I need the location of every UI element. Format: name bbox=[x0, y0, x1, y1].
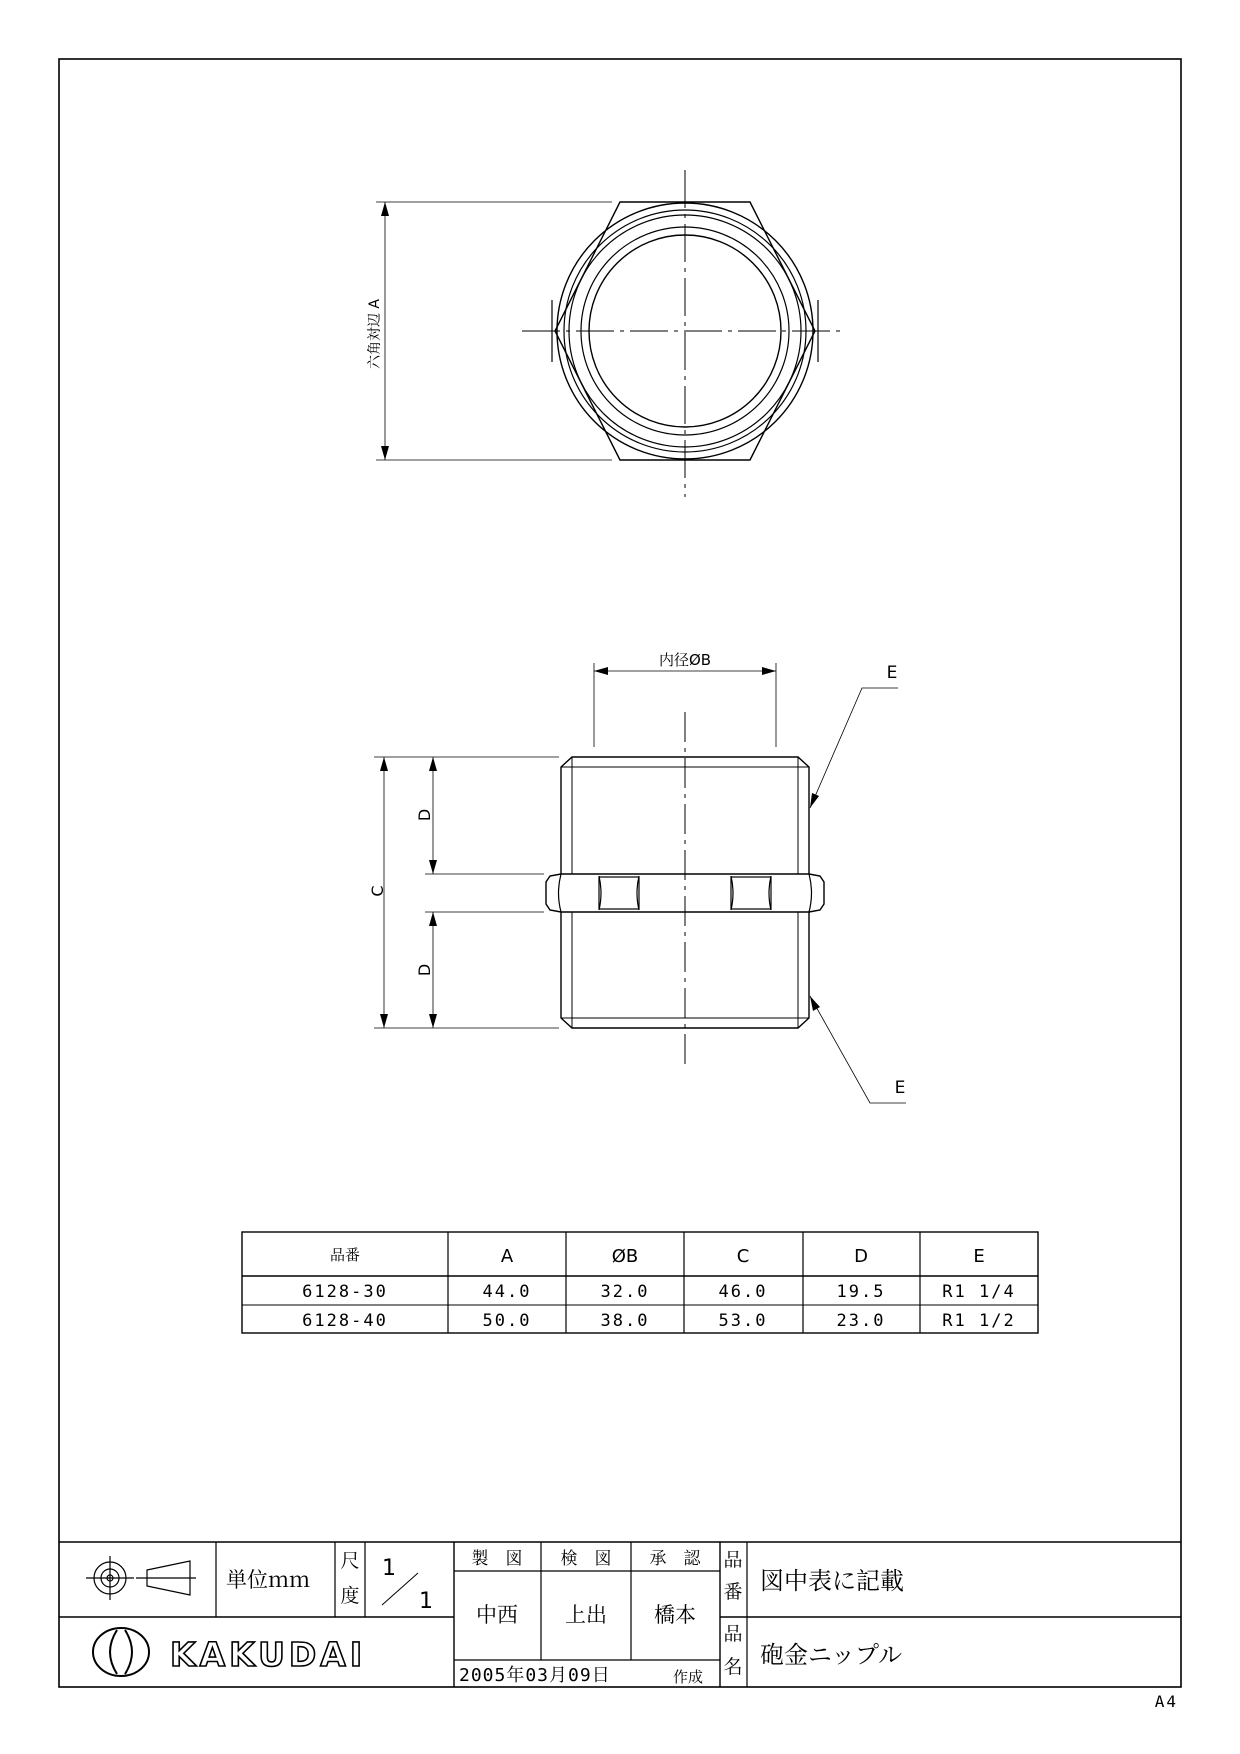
scale-denominator: 1 bbox=[419, 1589, 433, 1614]
table-cell: 23.0 bbox=[836, 1311, 886, 1331]
name-label-bottom: 名 bbox=[723, 1656, 743, 1678]
dim-d-upper-label: D bbox=[415, 808, 434, 822]
hex-dim-label: 六角対辺 A bbox=[367, 298, 383, 370]
table-cell: R1 1/4 bbox=[942, 1282, 1016, 1302]
part-no-label-bottom: 番 bbox=[723, 1581, 743, 1603]
table-cell: R1 1/2 bbox=[942, 1311, 1016, 1331]
scale-label-bottom: 度 bbox=[340, 1585, 360, 1607]
unit-label: 単位ｍｍ bbox=[226, 1568, 310, 1592]
name-label-top: 品 bbox=[723, 1623, 743, 1645]
approved-label: 承 認 bbox=[649, 1549, 701, 1569]
sheet-border bbox=[59, 59, 1181, 1687]
creation-date: 2005年03月09日 bbox=[459, 1665, 611, 1686]
approved-by: 橋本 bbox=[654, 1603, 696, 1627]
dim-c-label: C bbox=[368, 885, 387, 897]
thread-e-upper-label: E bbox=[886, 663, 898, 683]
kakudai-logo-icon bbox=[93, 1628, 149, 1676]
drawn-label: 製 図 bbox=[471, 1549, 523, 1569]
table-row bbox=[302, 1282, 1016, 1302]
table-header-cell: C bbox=[736, 1246, 750, 1267]
part-no-label-top: 品 bbox=[723, 1549, 743, 1571]
table-cell: 6128-40 bbox=[302, 1311, 388, 1331]
table-cell: 32.0 bbox=[600, 1282, 650, 1302]
table-header-cell: E bbox=[973, 1246, 985, 1267]
table-cell: 44.0 bbox=[482, 1282, 532, 1302]
inner-diameter-label: 内径ØB bbox=[658, 651, 712, 669]
part-no-value: 図中表に記載 bbox=[760, 1567, 904, 1595]
brand-name: KAKUDAI bbox=[170, 1635, 367, 1674]
table-header-cell: D bbox=[854, 1246, 868, 1267]
dim-d-lower-label: D bbox=[415, 963, 434, 977]
table-row bbox=[302, 1311, 1016, 1331]
product-name: 砲金ニップル bbox=[760, 1641, 903, 1669]
paper-size-label: A4 bbox=[1154, 1692, 1178, 1711]
table-cell: 46.0 bbox=[718, 1282, 768, 1302]
scale-numerator: 1 bbox=[382, 1556, 396, 1581]
checked-label: 検 図 bbox=[560, 1549, 612, 1569]
table-header-cell: A bbox=[500, 1246, 514, 1267]
table-header-cell: ØB bbox=[611, 1246, 639, 1267]
drawn-by: 中西 bbox=[476, 1603, 518, 1627]
top-view bbox=[376, 170, 845, 497]
table-cell: 19.5 bbox=[836, 1282, 886, 1302]
scale-label-top: 尺 bbox=[340, 1550, 360, 1572]
projection-symbol-icon bbox=[86, 1556, 196, 1600]
side-view bbox=[374, 663, 906, 1103]
created-label: 作成 bbox=[673, 1668, 704, 1686]
table-cell: 53.0 bbox=[718, 1311, 768, 1331]
checked-by: 上出 bbox=[565, 1603, 607, 1627]
table-cell: 38.0 bbox=[600, 1311, 650, 1331]
table-cell: 6128-30 bbox=[302, 1282, 388, 1302]
table-header-row bbox=[330, 1246, 985, 1267]
table-header-cell: 品番 bbox=[329, 1246, 361, 1264]
thread-e-lower-label: E bbox=[894, 1078, 906, 1098]
table-cell: 50.0 bbox=[482, 1311, 532, 1331]
